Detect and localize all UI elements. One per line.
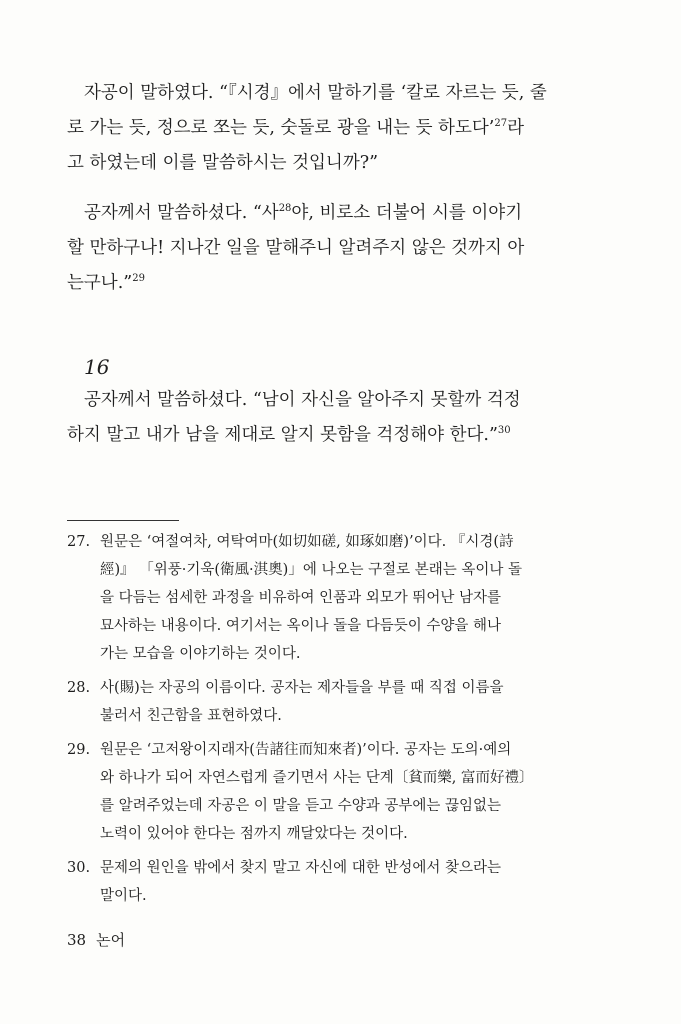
text-line <box>67 418 599 453</box>
text-run <box>67 418 511 453</box>
text-line <box>67 231 599 266</box>
text-run <box>84 196 522 231</box>
text-run: 야, 비로소 더불어 시를 이야기 <box>291 203 523 223</box>
paragraph-3 <box>67 383 599 453</box>
footnote-line: 말이다. <box>100 888 147 904</box>
text-run: 할 만하구나! 지나간 일을 말해주니 알려주지 않은 것까지 아 <box>67 238 525 258</box>
footnote-number: 29. <box>67 742 91 758</box>
footnote-ref: 29 <box>132 273 145 284</box>
footnote-line: 가는 모습을 이야기하는 것이다. <box>100 646 301 662</box>
text-line <box>67 383 599 418</box>
page-number: 38 <box>67 931 87 949</box>
text-line <box>67 266 599 301</box>
footnote-text: 원문은 ‘여절여차, 여탁여마(如切如磋, 如琢如磨)’이다. 『시경(詩 <box>100 534 514 550</box>
text-run: 공자께서 말씀하셨다. “사 <box>84 203 279 223</box>
footnote-text: 문제의 원인을 밖에서 찾지 말고 자신에 대한 반성에서 찾으라는 <box>100 860 502 876</box>
footnote-number: 30. <box>67 860 91 876</box>
paragraph-2 <box>67 196 599 301</box>
text-run: 자공이 말하였다. “『시경』에서 말하기를 ‘칼로 자르는 듯, 줄 <box>84 83 547 103</box>
main-text <box>67 76 599 453</box>
footnote-line <box>67 854 599 882</box>
footnote-number: 27. <box>67 534 91 550</box>
footnote-ref: 27 <box>494 118 508 129</box>
page-footer <box>67 928 135 952</box>
text-run: 하지 말고 내가 남을 제대로 알지 못함을 걱정해야 한다.” <box>67 425 498 445</box>
footnote-line: 와 하나가 되어 자연스럽게 즐기면서 사는 단계〔貧而樂, 富而好禮〕 <box>100 770 534 786</box>
footnote-divider <box>67 520 179 521</box>
text-line <box>67 76 599 111</box>
footnote-line <box>67 528 599 556</box>
text-line <box>67 146 599 181</box>
footnote-ref: 30 <box>497 425 511 436</box>
footnote-line: 묘사하는 내용이다. 여기서는 옥이나 돌을 다듬듯이 수양을 해나 <box>100 618 502 634</box>
footnote-line: 를 알려주었는데 자공은 이 말을 듣고 수양과 공부에는 끊임없는 <box>100 798 502 814</box>
footnote-text: 사(賜)는 자공의 이름이다. 공자는 제자들을 부를 때 직접 이름을 <box>100 680 504 696</box>
footnote-line: 노력이 있어야 한다는 점까지 깨달았다는 것이다. <box>100 826 408 842</box>
footnote-line <box>67 736 599 764</box>
footnotes <box>67 528 599 910</box>
text-run <box>67 111 524 146</box>
text-run: 공자께서 말씀하셨다. “남이 자신을 알아주지 못할까 걱정 <box>84 390 521 410</box>
footnote-line: 을 다듬는 섬세한 과정을 비유하여 인품과 외모가 뛰어난 남자를 <box>100 590 502 606</box>
text-run: 고 하였는데 이를 말씀하시는 것입니까?” <box>67 153 379 173</box>
footnote-line: 經)』 「위풍·기욱(衛風·淇奧)」에 나오는 구절로 본래는 옥이나 돌 <box>100 562 522 578</box>
text-line <box>67 196 599 231</box>
footnote-text: 원문은 ‘고저왕이지래자(告諸往而知來者)’이다. 공자는 도의·예의 <box>100 742 512 758</box>
footnote-number: 28. <box>67 680 91 696</box>
section-number: 16 <box>84 355 110 379</box>
footnote-ref: 28 <box>278 203 292 214</box>
text-run <box>67 266 145 301</box>
book-title: 논어 <box>96 931 126 949</box>
paragraph-1 <box>67 76 599 181</box>
footnote-line: 불러서 친근함을 표현하였다. <box>100 708 282 724</box>
text-run: 는구나.” <box>67 273 133 293</box>
text-run: 라 <box>507 118 524 138</box>
text-run: 로 가는 듯, 정으로 쪼는 듯, 숫돌로 광을 내는 듯 하도다’ <box>67 118 495 138</box>
text-line <box>67 111 599 146</box>
footnote-line <box>67 674 599 702</box>
